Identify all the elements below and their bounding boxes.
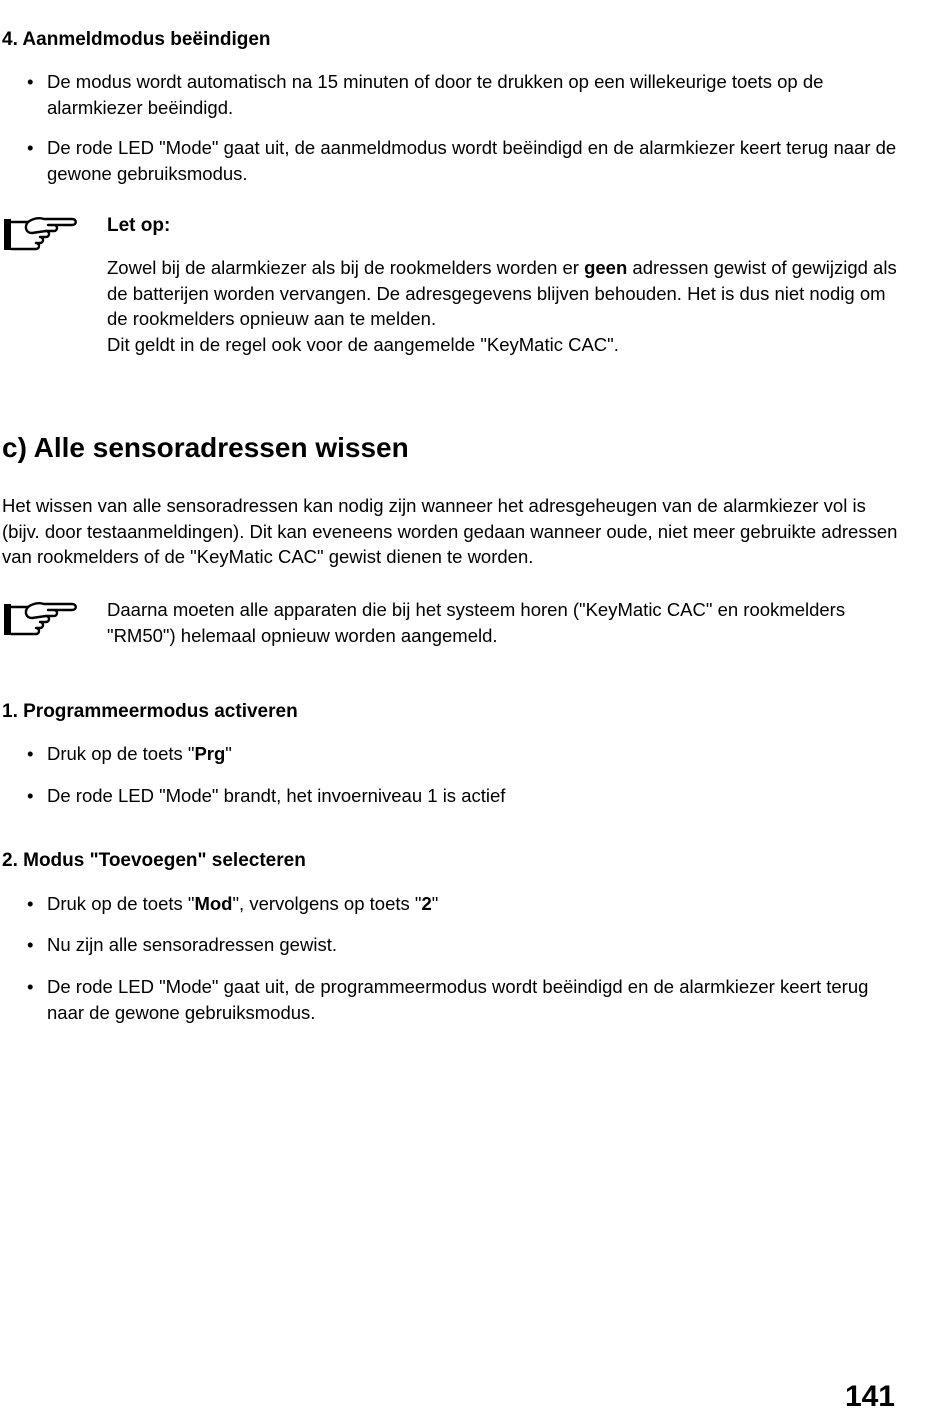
pointing-hand-icon	[2, 598, 78, 638]
bullet-marker: •	[27, 934, 34, 955]
bullet-marker: •	[27, 71, 34, 92]
list-item	[27, 135, 907, 187]
page-number: 141	[844, 1380, 895, 1413]
bullet-marker: •	[27, 785, 34, 806]
list-item-text: De rode LED "Mode" gaat uit, de aanmeldmodus wordt beëindigd en de alarmkiezer keert terug naar de gewone gebruiksmodus.	[47, 137, 897, 184]
step-1-heading: 1. Programmeermodus activeren	[2, 701, 298, 722]
bullet-marker: •	[27, 137, 34, 158]
bullet-marker: •	[27, 743, 34, 764]
list-item	[27, 741, 907, 767]
note-text-line2: Dit geldt in de regel ook voor de aangemelde "KeyMatic CAC".	[107, 334, 619, 355]
note-title: Let op:	[107, 215, 171, 236]
list-item-text: Druk op de toets "Mod", vervolgens op toets "2"	[47, 893, 439, 914]
list-item	[27, 69, 907, 121]
section-c-heading: c) Alle sensoradressen wissen	[2, 432, 409, 463]
list-item	[27, 783, 907, 809]
list-item	[27, 932, 907, 958]
step-2-heading: 2. Modus "Toevoegen" selecteren	[2, 850, 306, 871]
section-c-paragraph: Het wissen van alle sensoradressen kan nodig zijn wanneer het adresgeheugen van de alarmkiezer vol is (bijv. door testaanmeldingen). Dit kan eveneens worden gedaan wanneer oude, niet meer gebruikte adressen van rookmelders of de "KeyMatic CAC" gewist dienen te worden.	[2, 495, 898, 567]
bullet-marker: •	[27, 976, 34, 997]
list-item-text: De modus wordt automatisch na 15 minuten of door te drukken op een willekeurige toets op de alarmkiezer beëindigd.	[47, 71, 824, 118]
note-2-text: Daarna moeten alle apparaten die bij het systeem horen ("KeyMatic CAC" en rookmelders "RM50") helemaal opnieuw worden aangemeld.	[107, 599, 846, 646]
list-item-text: Druk op de toets "Prg"	[47, 743, 232, 764]
list-item-text: De rode LED "Mode" gaat uit, de programmeermodus wordt beëindigd en de alarmkiezer keert terug naar de gewone gebruiksmodus.	[47, 976, 869, 1023]
section-4-heading: 4. Aanmeldmodus beëindigen	[2, 29, 271, 50]
pointing-hand-icon	[2, 213, 78, 253]
list-item-text: Nu zijn alle sensoradressen gewist.	[47, 934, 337, 955]
list-item	[27, 891, 907, 917]
bullet-marker: •	[27, 893, 34, 914]
note-text: Zowel bij de alarmkiezer als bij de rookmelders worden er geen adressen gewist of gewijzigd als de batterijen worden vervangen. De adresgegevens blijven behouden. Het is dus niet nodig om de rookmelders opnieuw aan te melden.	[107, 257, 897, 329]
list-item	[27, 974, 907, 1026]
list-item-text: De rode LED "Mode" brandt, het invoerniveau 1 is actief	[47, 785, 506, 806]
